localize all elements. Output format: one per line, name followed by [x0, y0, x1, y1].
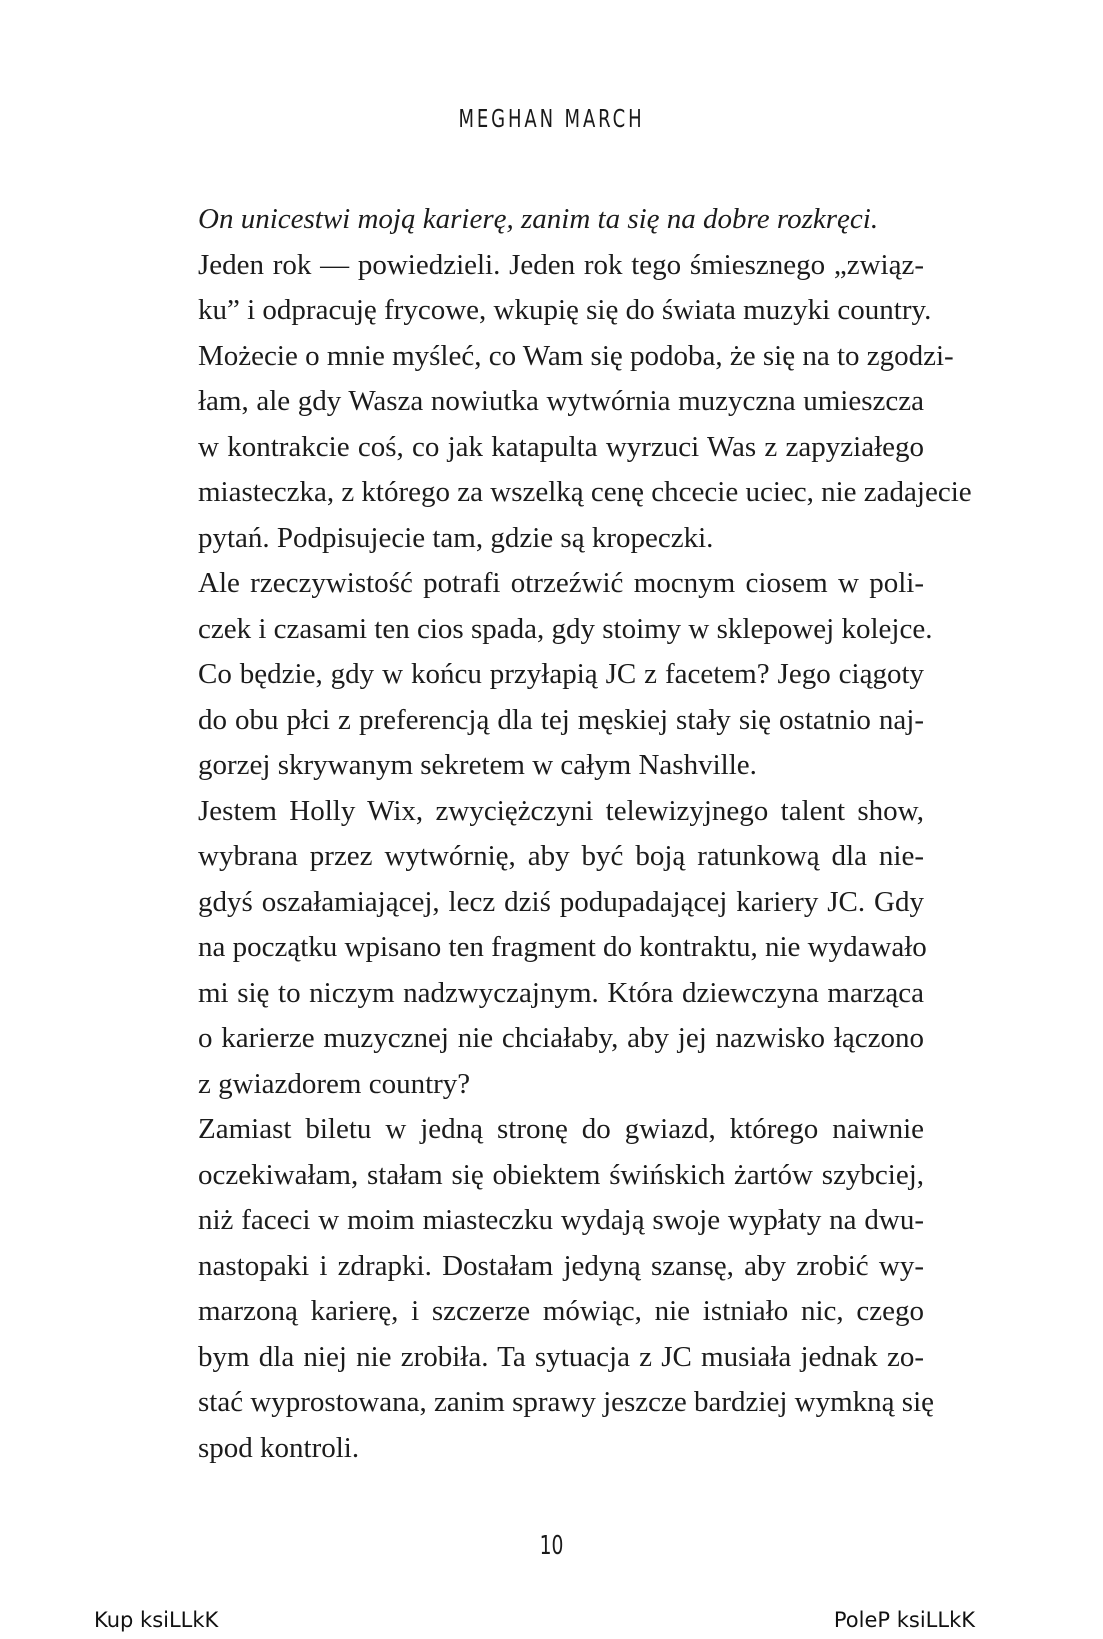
- running-head: MEGHAN MARCH: [458, 104, 645, 133]
- text-line: oczekiwałam, stałam się obiektem świńskich żartów szybciej,: [198, 1158, 924, 1191]
- text-line: w kontrakcie coś, co jak katapulta wyrzuci Was z zapyziałego: [198, 430, 924, 463]
- text-line: nastopaki i zdrapki. Dostałam jedyną szansę, aby zrobić wy-: [198, 1249, 924, 1282]
- text-line: na początku wpisano ten fragment do kontraktu, nie wydawało: [198, 931, 927, 963]
- paragraph-4: [158, 789, 927, 1108]
- text-line: Zamiast biletu w jedną stronę do gwiazd, którego naiwnie: [198, 1113, 924, 1145]
- paragraph-5: [158, 1107, 935, 1471]
- text-line: bym dla niej nie zrobiła. Ta sytuacja z JC musiała jednak zo-: [198, 1340, 924, 1373]
- text-line: czek i czasami ten cios spada, gdy stoimy w sklepowej kolejce.: [198, 612, 933, 645]
- body-text: [158, 197, 972, 1471]
- text-line: ku” i odpracuję frycowe, wkupię się do świata muzyki country.: [198, 294, 932, 326]
- text-line: pytań. Podpisujecie tam, gdzie są kropeczki.: [198, 521, 714, 554]
- text-line: Ale rzeczywistość potrafi otrzeźwić mocnym ciosem w poli-: [198, 567, 924, 599]
- text-line: łam, ale gdy Wasza nowiutka wytwórnia muzyczna umieszcza: [198, 385, 924, 417]
- text-line: marzoną karierę, i szczerze mówiąc, nie istniało nic, czego: [198, 1295, 924, 1327]
- paragraph-3: [158, 561, 933, 789]
- paragraph-1: [158, 197, 924, 243]
- recommend-book-link[interactable]: PoleP ksiLLkK: [833, 1608, 975, 1632]
- page-number: 10: [539, 1531, 564, 1561]
- paragraph-2: [158, 243, 972, 562]
- text-line: o karierze muzycznej nie chciałaby, aby jej nazwisko łączono: [198, 1022, 924, 1054]
- text-line: do obu płci z preferencją dla tej męskiej stały się ostatnio naj-: [198, 703, 924, 736]
- buy-book-link[interactable]: Kup ksiLLkK: [94, 1608, 219, 1632]
- text-line: Możecie o mnie myśleć, co Wam się podoba, że się na to zgodzi-: [198, 339, 954, 372]
- text-line: Jestem Holly Wix, zwyciężczyni telewizyjnego talent show,: [198, 794, 924, 827]
- text-line: niż faceci w moim miasteczku wydają swoje wypłaty na dwu-: [198, 1204, 924, 1236]
- text-line: gorzej skrywanym sekretem w całym Nashville.: [198, 749, 757, 781]
- text-line: z gwiazdorem country?: [198, 1067, 471, 1100]
- text-line: On unicestwi moją karierę, zanim ta się na dobre rozkręci.: [198, 203, 879, 235]
- text-line: mi się to niczym nadzwyczajnym. Która dziewczyna marząca: [198, 976, 924, 1009]
- text-line: Jeden rok — powiedzieli. Jeden rok tego śmiesznego „związ-: [198, 248, 924, 281]
- text-line: miasteczka, z którego za wszelką cenę chcecie uciec, nie zadajecie: [198, 476, 972, 508]
- text-line: Co będzie, gdy w końcu przyłapią JC z facetem? Jego ciągoty: [198, 658, 924, 690]
- text-line: spod kontroli.: [198, 1431, 360, 1464]
- text-line: wybrana przez wytwórnię, aby być boją ratunkową dla nie-: [198, 840, 924, 872]
- text-line: gdyś oszałamiającej, lecz dziś podupadającej kariery JC. Gdy: [198, 885, 924, 918]
- text-line: stać wyprostowana, zanim sprawy jeszcze bardziej wymkną się: [198, 1386, 935, 1418]
